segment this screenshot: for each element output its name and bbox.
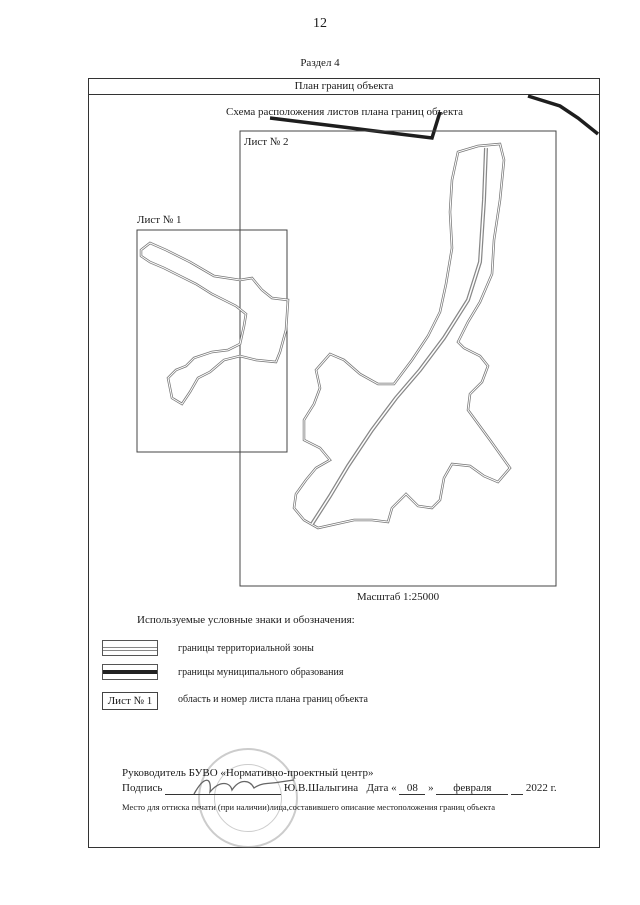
sign-prefix: Подпись: [122, 782, 163, 794]
date-year: 2022 г.: [525, 782, 557, 794]
legend-zone-text: границы территориальной зоны: [178, 643, 314, 654]
sign-field: [165, 782, 281, 795]
date-day: 08: [399, 782, 425, 795]
date-gap: [511, 782, 523, 795]
stamp-note: Место для оттиска печати (при наличии)лица,составившего описание местоположения границ объекта: [122, 802, 495, 812]
section-title: Раздел 4: [300, 57, 340, 69]
sheet-2-label: Лист № 2: [244, 136, 289, 148]
sheet-1-label: Лист № 1: [137, 214, 182, 226]
date-prefix: Дата «: [366, 782, 397, 794]
legend-municipal-swatch: [102, 664, 158, 680]
legend-sheet-text: область и номер листа плана границ объекта: [178, 694, 368, 705]
plan-title: План границ объекта: [88, 78, 600, 95]
sheet-1-area: [137, 230, 287, 452]
legend-zone-swatch: [102, 640, 158, 656]
date-month: февраля: [436, 782, 508, 795]
legend-title: Используемые условные знаки и обозначения:: [137, 614, 355, 626]
sign-line: [122, 782, 557, 795]
date-mid: »: [428, 782, 434, 794]
legend-sheet-swatch: Лист № 1: [102, 692, 158, 710]
signer-name: Ю.В.Шалыгина: [283, 782, 359, 794]
scale-label: Масштаб 1:25000: [356, 591, 440, 603]
page-number: 12: [313, 16, 327, 31]
head-line: Руководитель БУВО «Нормативно-проектный центр»: [122, 767, 374, 779]
scheme-caption: Схема расположения листов плана границ объекта: [226, 106, 463, 118]
legend-municipal-text: границы муниципального образования: [178, 667, 344, 678]
municipal-boundary-line-corner: [528, 96, 598, 134]
zone-outline-sheet2: [294, 144, 510, 528]
